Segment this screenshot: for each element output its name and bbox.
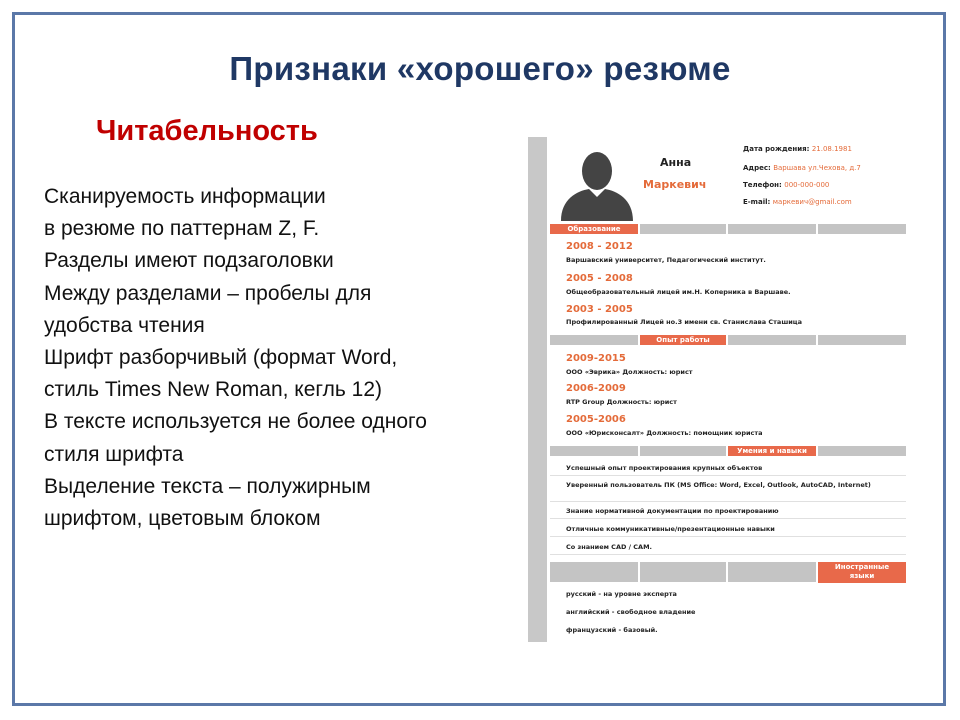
section-bar-skills <box>550 446 906 456</box>
body-line: В тексте используется не более одного <box>44 410 427 434</box>
work-text: ООО «Эврика» Должность: юрист <box>566 368 693 376</box>
edu-years: 2003 - 2005 <box>566 304 633 315</box>
body-line: Разделы имеют подзаголовки <box>44 249 334 273</box>
body-line: стиля шрифта <box>44 442 184 466</box>
body-line: в резюме по паттернам Z, F. <box>44 217 320 241</box>
work-text: RTP Group Должность: юрист <box>566 398 677 406</box>
body-line: Между разделами – пробелы для <box>44 281 372 305</box>
section-bar-education <box>550 224 906 234</box>
work-text: ООО «Юрисконсалт» Должность: помощник юриста <box>566 429 763 437</box>
slide-title: Признаки «хорошего» резюме <box>229 50 731 87</box>
body-line: Выделение текста – полужирным <box>44 474 371 498</box>
body-line: стиль Times New Roman, кегль 12) <box>44 378 382 402</box>
body-text <box>44 181 514 535</box>
skill-item: Знание нормативной документации по проектированию <box>566 507 779 515</box>
edu-years: 2005 - 2008 <box>566 273 633 284</box>
resume-sample <box>528 137 908 642</box>
language-item: английский - свободное владение <box>566 608 696 616</box>
skill-item: Со знанием CAD / CAM. <box>566 543 653 551</box>
work-years: 2005-2006 <box>566 414 626 425</box>
edu-years: 2008 - 2012 <box>566 241 633 252</box>
section-label-education: Образование <box>550 224 638 234</box>
body-line: удобства чтения <box>44 313 205 337</box>
slide-subtitle: Читабельность <box>96 115 318 147</box>
edu-text: Профилированный Лицей но.3 имени св. Станислава Сташица <box>566 318 802 326</box>
resume-phone: Телефон: 000-000-000 <box>743 181 830 189</box>
resume-sidebar <box>528 137 547 642</box>
resume-first-name: Анна <box>660 156 692 169</box>
resume-last-name: Маркевич <box>643 178 707 191</box>
section-label-languages: Иностранные языки <box>818 562 906 583</box>
section-bar-work <box>550 335 906 345</box>
skill-item: Уверенный пользователь ПК (MS Office: Word, Excel, Outlook, AutoCAD, Internet) <box>566 481 871 489</box>
section-label-skills: Умения и навыки <box>728 446 816 456</box>
language-item: французский - базовый. <box>566 626 658 634</box>
person-silhouette-icon <box>553 147 641 221</box>
body-line: Сканируемость информации <box>44 185 326 208</box>
work-years: 2009-2015 <box>566 353 626 364</box>
body-line: Шрифт разборчивый (формат Word, <box>44 346 398 370</box>
edu-text: Общеобразовательный лицей им.Н. Коперника в Варшаве. <box>566 288 791 296</box>
edu-text: Варшавский университет, Педагогический институт. <box>566 256 766 264</box>
resume-address: Адрес: Варшава ул.Чехова, д.7 <box>743 164 861 172</box>
work-years: 2006-2009 <box>566 383 626 394</box>
section-label-work: Опыт работы <box>640 335 726 345</box>
skill-item: Отличные коммуникативные/презентационные навыки <box>566 525 775 533</box>
skill-item: Успешный опыт проектирования крупных объектов <box>566 464 763 472</box>
body-line: шрифтом, цветовым блоком <box>44 507 321 531</box>
resume-email: E-mail: маркевич@gmail.com <box>743 198 852 206</box>
section-bar-languages <box>550 562 906 582</box>
language-item: русский - на уровне эксперта <box>566 590 677 598</box>
resume-dob: Дата рождения: 21.08.1981 <box>743 145 852 153</box>
